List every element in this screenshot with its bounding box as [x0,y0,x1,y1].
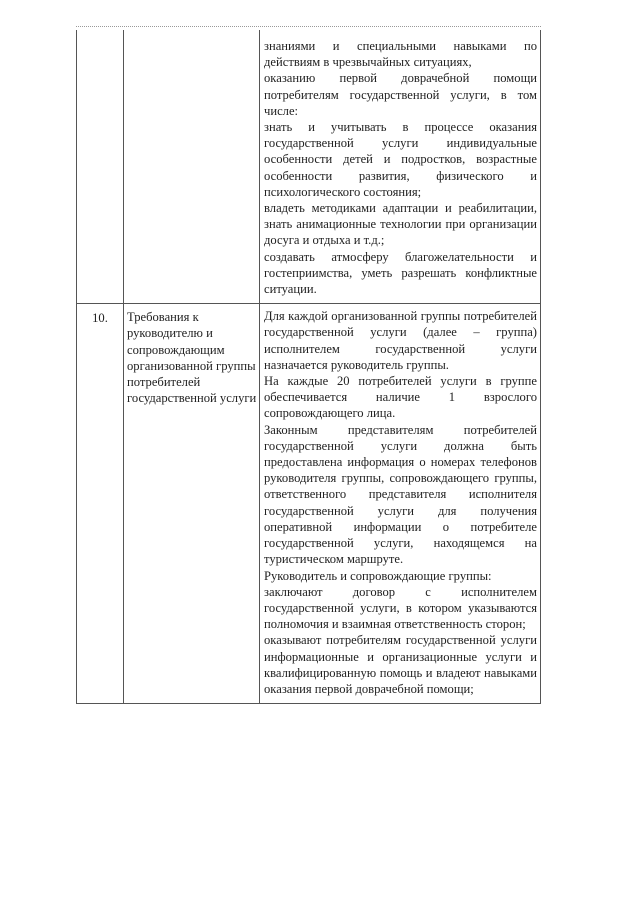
requirement-description [260,304,541,704]
paragraph: владеть методиками адаптации и реабилитации, знать анимационные технологии при организации досуга и отдыха и т.д.; [264,201,537,248]
requirements-table [76,30,541,704]
paragraph: оказанию первой доврачебной помощи потребителям государственной услуги, в том числе: [264,71,537,118]
paragraph: Законным представителям потребителей государственной услуги должна быть предоставлена информация о номерах телефонов руководителя группы, сопровождающего группы, ответственного представителя исполнителя государственной услуги для получения оперативной информации о потребителе государственной услуги, находящемся на туристическом маршруте. [264,422,537,567]
number-cell-empty [77,30,124,304]
paragraph: оказывают потребителям государственной услуги информационные и организационные услуги и квалифицированную помощь и владеют навыками оказания первой доврачебной помощи; [264,633,537,696]
name-cell-empty [124,30,260,304]
paragraph: заключают договор с исполнителем государственной услуги, в котором указываются полномочия и взаимная ответственность сторон; [264,584,537,632]
paragraph: знать и учитывать в процессе оказания государственной услуги индивидуальные особенности детей и подростков, возрастные особенности развития, физического и психологического состояния; [264,120,537,199]
row-number: 10. [77,304,124,704]
top-scan-rule [76,26,541,27]
requirement-name: Требования к руководителю и сопровождающим организованной группы потребителей государственной услуги [124,304,260,704]
description-cell-continued [260,30,541,304]
paragraph: создавать атмосферу благожелательности и гостеприимства, уметь разрешать конфликтные ситуации. [264,249,537,297]
table-row-10 [77,304,541,704]
paragraph: На каждые 20 потребителей услуги в группе обеспечивается наличие 1 взрослого сопровождающего лица. [264,374,537,421]
paragraph: знаниями и специальными навыками по действиям в чрезвычайных ситуациях, [264,39,537,70]
table-row-continued [77,30,541,304]
paragraph: Руководитель и сопровождающие группы: [264,568,492,583]
paragraph: Для каждой организованной группы потребителей государственной услуги (далее – группа) исполнителем государственной услуги назначается руководитель группы. [264,309,537,372]
